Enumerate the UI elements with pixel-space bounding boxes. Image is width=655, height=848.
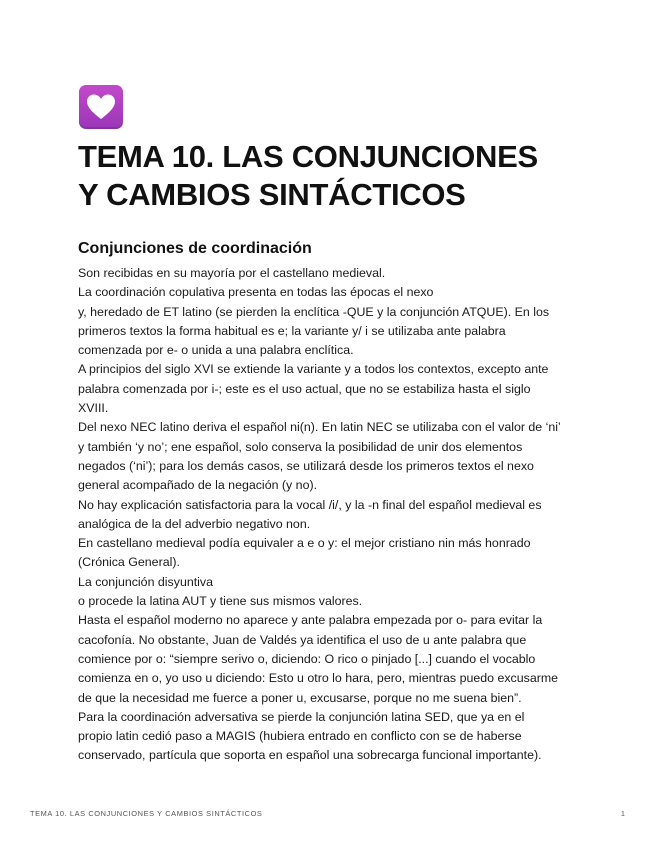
text-line: negados (‘ni’); para los demás casos, se utilizará desde los primeros textos el nexo <box>78 458 534 473</box>
text-line: Para la coordinación adversativa se pierde la conjunción latina SED, que ya en el <box>78 709 525 724</box>
text-line: Son recibidas en su mayoría por el castellano medieval. <box>78 266 386 280</box>
text-line: analógica de la del adverbio negativo non. <box>78 516 311 531</box>
page-title-line-1: TEMA 10. LAS CONJUNCIONES <box>78 139 538 174</box>
text-line: No hay explicación satisfactoria para la vocal /i/, y la -n final del español medieval es <box>78 497 542 512</box>
text-line: La coordinación copulativa presenta en todas las épocas el nexo <box>78 285 434 300</box>
text-line: comience por o: “siempre serivo o, diciendo: O rico o pinjado [...] cuando el vocablo <box>78 651 536 666</box>
footer-running-title: TEMA 10. LAS CONJUNCIONES Y CAMBIOS SINTÁCTICOS <box>30 809 263 818</box>
text-line: XVIII. <box>78 401 109 416</box>
text-line: palabra comenzada por i-; este es el uso actual, que no se estabiliza hasta el siglo <box>78 381 531 396</box>
text-line: comienza en o, yo uso u diciendo: Esto u otro lo hara, pero, mientras puedo excusarme <box>78 671 559 686</box>
text-line: cacofonía. No obstante, Juan de Valdés ya identifica el uso de u ante palabra que <box>78 632 527 647</box>
text-line: o procede la latina AUT y tiene sus mismos valores. <box>78 594 363 609</box>
text-line: comenzada por e- o unida a una palabra enclítica. <box>78 343 354 358</box>
page-title <box>78 138 598 214</box>
text-line: La conjunción disyuntiva <box>78 574 214 589</box>
footer-page-number: 1 <box>620 809 625 818</box>
text-line: y también ‘y no’; ene español, solo conserva la posibilidad de unir dos elementos <box>78 439 523 454</box>
section-heading: Conjunciones de coordinación <box>78 240 312 257</box>
text-line: Hasta el español moderno no aparece y ante palabra empezada por o- para evitar la <box>78 613 543 628</box>
page-title-line-2: Y CAMBIOS SINTÁCTICOS <box>78 177 466 212</box>
text-line: (Crónica General). <box>78 555 180 570</box>
text-line: En castellano medieval podía equivaler a e o y: el mejor cristiano nin más honrado <box>78 536 531 551</box>
body-text <box>78 264 583 766</box>
text-line: A principios del siglo XVI se extiende la variante y a todos los contextos, excepto ante <box>78 362 549 377</box>
text-line: de que la necesidad me fuerce a poner u, excusarse, porque no me suena bien”. <box>78 690 522 705</box>
heart-icon <box>86 93 116 121</box>
text-line: primeros textos la forma habitual es e; la variante y/ i se utilizaba ante palabra <box>78 323 506 338</box>
purple-heart-emoji-icon <box>79 85 123 129</box>
text-line: y, heredado de ET latino (se pierden la enclítica -QUE y la conjunción ATQUE). En los <box>78 304 550 319</box>
text-line: propio latin cedió paso a MAGIS (hubiera entrado en conflicto con se de haberse <box>78 729 522 744</box>
text-line: conservado, partícula que soporta en español una sobrecarga funcional importante). <box>78 748 542 763</box>
text-line: Del nexo NEC latino deriva el español ni(n). En latin NEC se utilizaba con el valor de ‘ni’ <box>78 420 561 435</box>
text-line: general acompañado de la negación (y no). <box>78 478 318 493</box>
